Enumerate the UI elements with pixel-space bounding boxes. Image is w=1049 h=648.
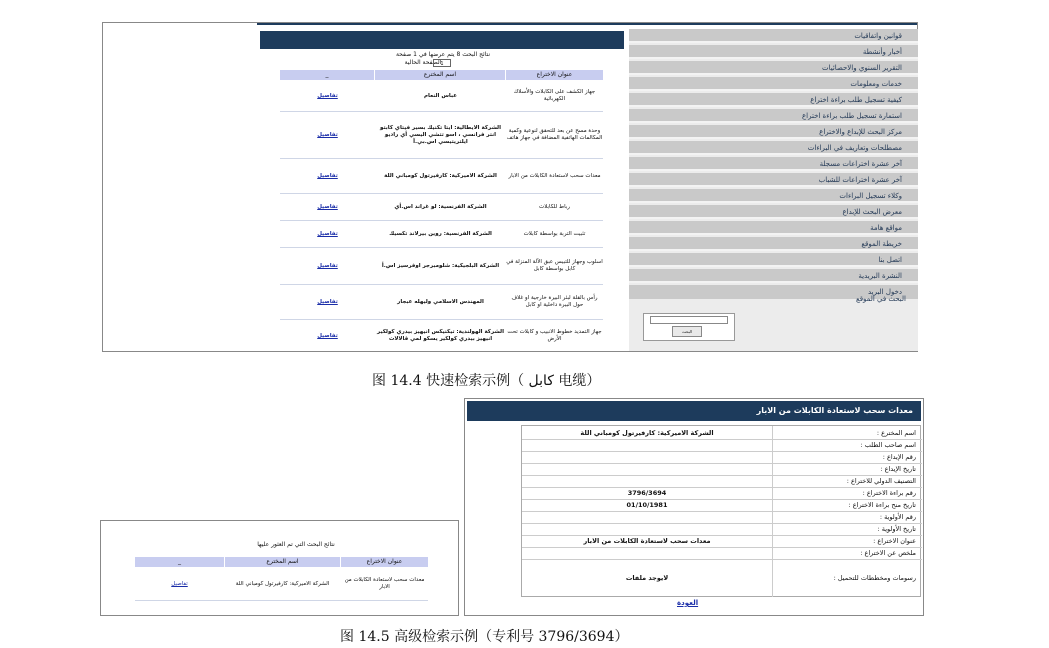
table-row: [280, 112, 603, 159]
sidebar-item-research-center[interactable]: مركز البحث للإبداع والاختراع: [629, 125, 918, 139]
column-header-inventor: اسم المخترع: [375, 70, 505, 80]
site-search-button[interactable]: البحث: [672, 326, 702, 337]
sidebar-item-news[interactable]: أخبار وأنشطة: [629, 45, 918, 59]
sidebar-item-important-sites[interactable]: مواقع هامة: [629, 221, 918, 235]
row-title: معدات سحب لاستعادة الكابلات من الابار: [344, 577, 425, 590]
details-link[interactable]: تفاصيل: [317, 230, 338, 237]
row-inventor: عباس النعام: [424, 92, 457, 99]
row-title: جهاز الكشف على الكابلات والأسلاك الكهربائية: [513, 89, 596, 102]
column-header-link: _: [135, 557, 224, 567]
row-title: جهاز التمديد خطوط الانبيب و كابلات تحت الأرض: [507, 329, 602, 342]
detail-value: [522, 463, 772, 475]
row-title: معدات سحب لاستعادة الكابلات من الابار: [508, 172, 601, 179]
row-inventor: الشركة الهولندية: تيكنيكس انيهيز بيدري كولكير انيهيز بيدري كولكير يسكو لمي قالالات: [377, 329, 504, 342]
results-count-text: نتائج البحث 8 يتم عرضها في 1 صفحة: [395, 51, 491, 58]
detail-row-inventor: [522, 426, 922, 440]
site-search-label: البحث في الموقع: [855, 295, 906, 303]
row-title: اسلوب وجهاز للتبيس عبق الآلة المنزلة في كابل بواسطة كابل: [506, 259, 603, 272]
row-title: رأس بالقلة لبئر البيرة خارجية او غلاف حول البيرة داخلية او كابل: [511, 295, 598, 308]
table-row: [280, 320, 603, 352]
detail-label: رقم الإيداع :: [772, 451, 922, 463]
details-link[interactable]: تفاصيل: [317, 332, 338, 339]
row-inventor: المهندس الاسلامي وليهله عبجار: [397, 298, 484, 305]
sidebar-item-last-ten[interactable]: آخر عشرة اختراعات مسجلة: [629, 157, 918, 171]
figure-14-5-results-screenshot: [100, 520, 459, 616]
detail-label: تاريخ الإيداع :: [772, 463, 922, 475]
detail-value: الشركة الاميركية: كارفيرتول كومباني اللة: [580, 428, 714, 437]
details-link[interactable]: تفاصيل: [317, 172, 338, 179]
details-link[interactable]: تفاصيل: [317, 298, 338, 305]
sidebar-item-exhibition[interactable]: معرض البحث للإبداع: [629, 205, 918, 219]
detail-value: [522, 547, 772, 559]
row-inventor: الشركة الاميركية: كارفيرتول كومباني اللة: [384, 172, 497, 179]
detail-label: اسم المخترع :: [772, 426, 922, 439]
figure-14-4-screenshot: [102, 22, 918, 352]
detail-value: 3796/3694: [627, 489, 667, 497]
detail-value: [522, 439, 772, 451]
sidebar-item-site-map[interactable]: خريطة الموقع: [629, 237, 918, 251]
row-inventor: الشركة الايطالية: ايتا تكنيك بسير فيتاي كابتو انتر فرانسي ، اسو تتشي اليسي أي راديو ايلتريتيسي اس.بي.آ: [380, 124, 501, 145]
table-row: [280, 221, 603, 248]
table-row: [280, 285, 603, 320]
detail-label: تاريخ الأولوية :: [772, 523, 922, 535]
column-header-inventor: اسم المخترع: [225, 557, 340, 567]
detail-header: معدات سحب لاستعادة الكابلات من الابار: [467, 401, 921, 421]
detail-label: ملخص عن الاختراع :: [772, 547, 922, 559]
detail-value: [522, 523, 772, 535]
site-search-box: [643, 313, 735, 341]
table-row: [280, 159, 603, 194]
sidebar-item-agents[interactable]: وكلاء تسجيل البراءات: [629, 189, 918, 203]
figure-14-5-caption: 图 14.5 高级检索示例（专利号 3796/3694）: [340, 629, 629, 645]
sidebar-item-how-to-register[interactable]: كيفية تسجيل طلب براءة اختراع: [629, 93, 918, 107]
content-header-bar: [260, 31, 624, 49]
detail-label: تاريخ منح براءة الاختراع :: [772, 499, 922, 511]
table-row: [135, 568, 428, 601]
row-inventor: الشركة البلجيكية: شلومبرجر اوفرسيز اس.أ: [381, 262, 500, 269]
details-link[interactable]: تفاصيل: [317, 262, 338, 269]
detail-label: رقم براءة الاختراع :: [772, 487, 922, 499]
detail-label: عنوان الاختراع :: [772, 535, 922, 547]
figure-14-4-caption: 图 14.4 快速检索示例（ كابل 电缆）: [372, 373, 601, 389]
row-inventor: الشركة الاميركية: كارفيرتول كومباني اللة: [235, 580, 330, 587]
details-link[interactable]: تفاصيل: [317, 203, 338, 210]
row-inventor: الشركة الفرنسية: روين بيرلاند تكسيك: [389, 230, 492, 237]
detail-table: [521, 425, 921, 597]
row-title: تثبيت التربة بواسطة كابلات: [523, 230, 586, 237]
detail-label: اسم صاحب الطلب :: [772, 439, 922, 451]
sidebar-item-newsletter[interactable]: النشرة البريدية: [629, 269, 918, 283]
sidebar-item-services[interactable]: خدمات ومعلومات: [629, 77, 918, 91]
detail-label: رسومات ومخططات للتحميل :: [772, 559, 922, 597]
sidebar-item-last-ten-youth[interactable]: آخر عشرة اختراعات للشباب: [629, 173, 918, 187]
site-search-input[interactable]: [650, 316, 728, 324]
row-inventor: الشركة الفرنسية: لو غراند اس.أي: [394, 203, 487, 210]
detail-label: التصنيف الدولي للاختراع :: [772, 475, 922, 487]
sidebar-item-annual-report[interactable]: التقرير السنوي والاحصائيات: [629, 61, 918, 75]
sidebar-item-laws[interactable]: قوانين واتفاقيات: [629, 29, 918, 43]
figure-14-5-detail-screenshot: [464, 398, 924, 616]
results-found-title: نتائج البحث التي تم العثور عليها: [257, 541, 335, 548]
column-header-link: _: [280, 70, 374, 80]
page-select[interactable]: 1: [433, 59, 451, 67]
column-header-title: عنوان الاختراع: [506, 70, 603, 80]
sidebar-item-registration-form[interactable]: استمارة تسجيل طلب براءة اختراع: [629, 109, 918, 123]
detail-value: 01/10/1981: [626, 501, 668, 509]
sidebar-item-contact[interactable]: اتصل بنا: [629, 253, 918, 267]
detail-value: [522, 475, 772, 487]
table-row: [280, 248, 603, 285]
details-link[interactable]: تفاصيل: [317, 131, 338, 138]
detail-value: [522, 451, 772, 463]
sidebar-menu: [629, 29, 918, 351]
current-page-text: الصفحة الحالية: [404, 59, 442, 66]
sidebar-item-mail-login[interactable]: دخول البريد: [629, 285, 918, 299]
detail-value: معدات سحب لاستعادة الكابلات من الابار: [583, 537, 711, 545]
details-link[interactable]: تفاصيل: [317, 92, 338, 99]
details-link[interactable]: تفاصيل: [171, 580, 188, 587]
top-bar: [257, 23, 917, 25]
detail-label: رقم الأولوية :: [772, 511, 922, 523]
back-link[interactable]: العودة: [677, 599, 699, 607]
table-row: [280, 194, 603, 221]
detail-value: [522, 511, 772, 523]
column-header-title: عنوان الاختراع: [341, 557, 428, 567]
detail-value: لايوجد ملفات: [625, 574, 669, 582]
row-title: وحدة مسح عن بعد للتحقق لنوعية وكمية المكالمات الهاتفية المضافة في جهاز هاتف: [506, 128, 603, 141]
table-row: [280, 81, 603, 112]
detail-row-drawings: [522, 559, 922, 597]
row-title: رباط للكابلات: [539, 203, 570, 210]
sidebar-item-terms[interactable]: مصطلحات وتعاريف في البراءات: [629, 141, 918, 155]
